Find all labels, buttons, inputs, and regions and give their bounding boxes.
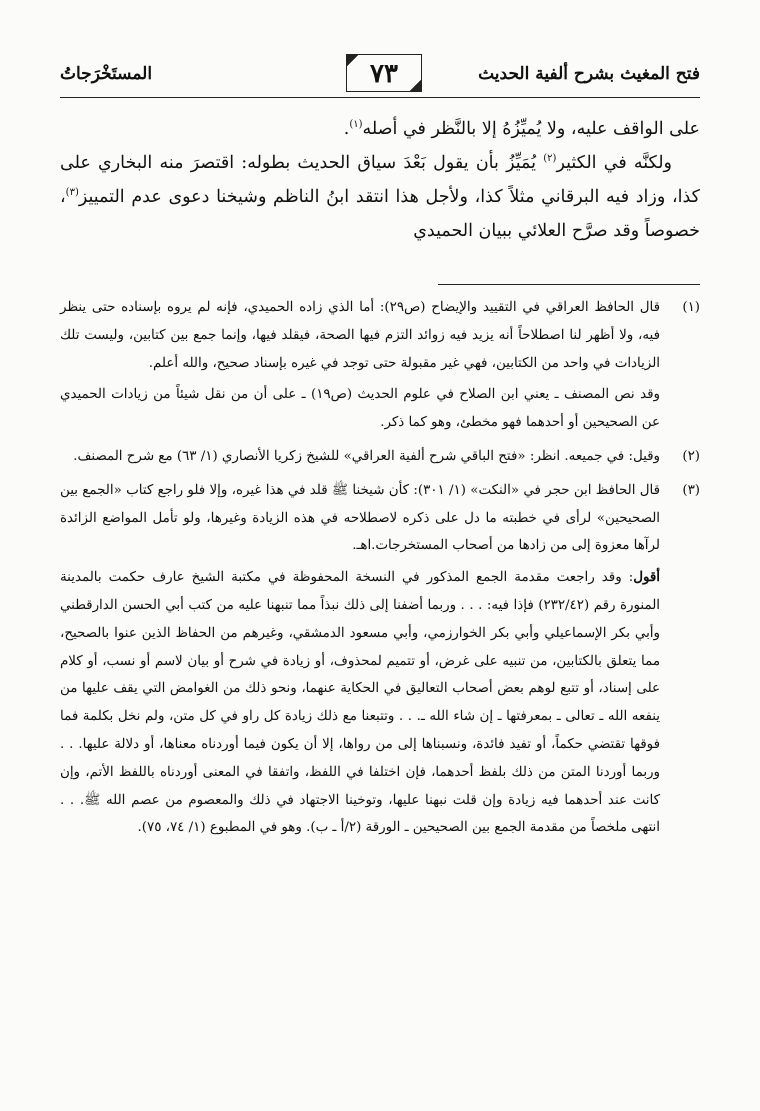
main-paragraph-2: ولكنَّه في الكثير$^{(٢)}$ يُمَيِّزُ بأن يقول بَعْدَ سياق الحديث بطوله: اقتصرَ منه البخاري على كذا، وزاد فيه البرقاني مثلاً كذا، ولأجل هذا انتقد ابنُ الناظم وشيخنا دعوى عدم التمييز$^{(٣)}$، خصوصاً وقد صرَّح العلائي ببيان الحميدي [60, 153, 700, 241]
main-paragraph-1: على الواقف عليه، ولا يُميِّزُهُ إلا بالنَّظر في أصله$^{(١)}$. [343, 119, 700, 139]
footnote-text: قال الحافظ ابن حجر في «النكت» (١/ ٣٠١): كأن شيخنا ﷺ قلد في هذا غيره، وإلا فلو راجع كتاب «الجمع بين الصحيحين» لرأى في خطبته ما دل على ذكره لاصطلاحه في هذه الزيادة وغيرها، ولو تأمل المواضع الزائدة لرآها معزوة إلى من زادها من أصحاب المستخرجات.اهـ. [60, 482, 660, 554]
footnote-number: (٣) [682, 482, 700, 498]
footnote-ref-2: (٢) [543, 153, 557, 165]
footnote-ref-1: (١) [349, 119, 363, 131]
footnote-text: وقد نص المصنف ـ يعني ابن الصلاح في علوم الحديث (ص١٩) ـ على أن من نقل شيئاً من زيادات الحميدي عن الصحيحين أو أحدهما فهو مخطئ، وهو كما ذكر. [60, 387, 660, 431]
page [60, 0, 700, 1111]
running-header [60, 54, 700, 98]
footnote-text: وقيل: في جميعه. انظر: «فتح الباقي شرح ألفية العراقي» للشيخ زكريا الأنصاري (١/ ٦٣) مع شرح المصنف. [73, 448, 660, 464]
footnotes [60, 294, 700, 848]
footnote-ref-3: (٣) [65, 187, 79, 199]
footnote-1 [60, 294, 700, 437]
chapter-title: المستَخْرَجاتُ [60, 64, 153, 84]
footnote-separator [438, 284, 700, 285]
header-rule [60, 97, 700, 98]
footnote-3 [60, 477, 700, 842]
footnote-number: (٢) [682, 448, 700, 464]
footnote-text: أقول: وقد راجعت مقدمة الجمع المذكور في النسخة المحفوظة في مكتبة الشيخ عارف حكمت بالمدينة المنورة رقم (٢٣٢/٤٢) فإذا فيه: . . . وربما أضفنا إلى ذلك نبذاً مما تنبهنا عليه من كتب أبي الحسن الدارقطني وأبي بكر الإسماعيلي وأبي بكر الخوارزمي، وأبي مسعود الدمشقي، وغيرهم من الحفاظ الذين عنوا بالصحيح، مما يتعلق بالكتابين، من تنبيه على غرض، أو تتميم لمحذوف، أو زيادة في شرح أو بيان لاسم أو نسب، أو كلام على إسناد، أو تتبع لوهم بعض أصحاب التعاليق في الحكاية عنهما، ونحو ذلك من الغوامض التي يقف عليها من ينفعه الله ـ تعالى ـ بمعرفتها ـ إن شاء الله ـ. . . وتتبعنا مع ذلك زيادة كل راو في كل متن، ولم نخل بكلمة فما فوقها تقتضي حكماً، أو تفيد فائدة، ونسبناها إلى من رواها، إلا أن يكون فيما أوردناه معناها، أو دلالة عليها. . . وربما أوردنا المتن من ذلك بلفظ أحدهما، فإن اختلفا في اللفظ، واتفقا في المعنى أوردناه باللفظ الأتم، وإن كانت عند أحدهما فيه زيادة وإن قلت نبهنا عليها، وتوخينا الاجتهاد في ذلك والمعصوم من عصم الله ﷺ. . . انتهى ملخصاً من مقدمة الجمع بين الصحيحين ـ الورقة (٢/أ ـ ب). وهو في المطبوع (١/ ٧٤، ٧٥). [60, 569, 660, 836]
page-number: ٧٣ [346, 54, 422, 92]
footnote-number: (١) [682, 300, 700, 315]
author-comment-label: أقول [633, 569, 660, 586]
footnote-2 [60, 443, 700, 471]
main-text [60, 112, 700, 248]
book-title: فتح المغيث بشرح ألفية الحديث [478, 64, 700, 84]
footnote-text: قال الحافظ العراقي في التقييد والإيضاح (ص٢٩): أما الذي زاده الحميدي، فإنه لم يروه بإسناده حتى ينظر فيه، ولا أظهر لنا اصطلاحاً أنه يزيد فيه زوائد التزم فيها الصحة، فيقلد فيها، وإنما جمع بين كتابين، وليست تلك الزيادات في واحد من الكتابين، فهي غير مقبولة حتى توجد في غيره بإسناد صحيح، والله أعلم. [60, 300, 660, 371]
